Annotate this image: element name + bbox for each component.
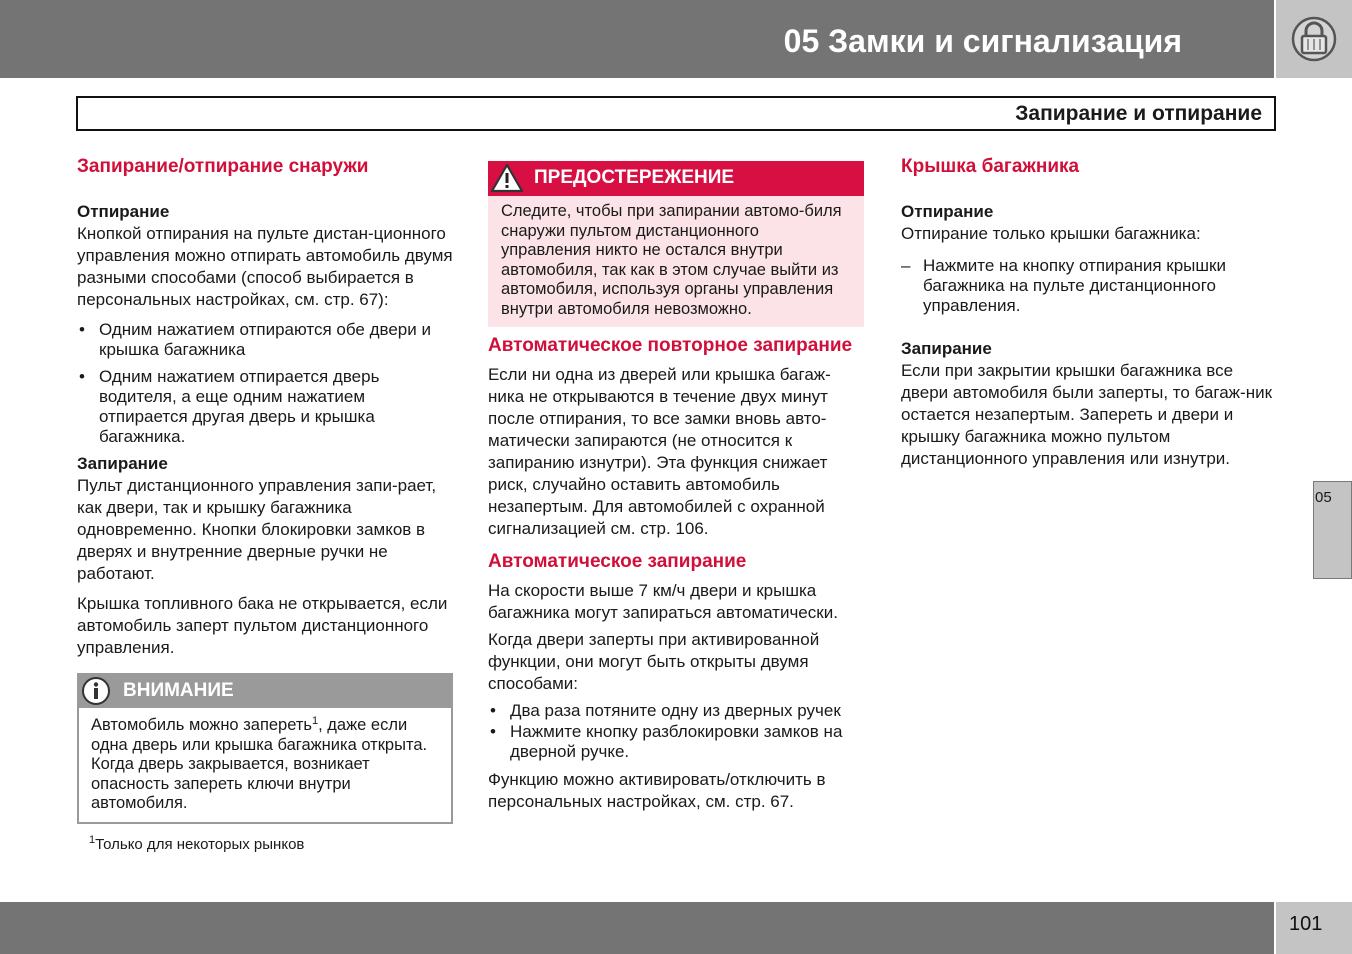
list-item: – Нажмите на кнопку отпирания крышки багажника на пульте дистанционного управления. (901, 256, 1275, 316)
list-item: • Одним нажатием отпираются обе двери и крышка багажника (77, 320, 453, 360)
side-tab-label: 05 (1315, 489, 1332, 506)
paragraph-auto-relock: Если ни одна из дверей или крышка багаж-ника не открываются в течение двух минут после отпирания, то все замки вновь авто-матически запираются (не относится к запиранию изнутри). Эта функция снижает риск, случайно оставить автомобиль незапертым. Для автомобилей с охранной сигнализацией см. стр. 106. (488, 365, 831, 538)
heading-auto-relock: Автоматическое повторное запирание (488, 335, 853, 356)
subheading-tailgate-locking: Запирание (901, 339, 992, 358)
note-text-after: , даже если одна дверь или крышка багажника открыта. Когда дверь закрывается, возникает опасность запереть ключи внутри автомобиля. (91, 716, 428, 812)
warning-title: ПРЕДОСТЕРЕЖЕНИЕ (534, 167, 735, 188)
footnote-reference: 1 (312, 715, 319, 727)
paragraph-auto-lock-open: Когда двери заперты при активированной функции, они могут быть открыты двумя способами: (488, 630, 820, 693)
unlock-methods-list (77, 320, 453, 447)
heading-auto-lock: Автоматическое запирание (488, 551, 747, 572)
footer-bar (0, 902, 1274, 954)
paragraph-tailgate-locking: Если при закрытии крышки багажника все двери автомобиля были заперты, то багаж-ник остается незапертым. Запереть и двери и крышку багажника можно пультом дистанционного управления или изнутри. (901, 361, 1273, 468)
section-title-box (76, 96, 1276, 131)
warning-header (488, 161, 864, 196)
chapter-title: 05 Замки и сигнализация (783, 23, 1182, 59)
auto-lock-open-list (488, 701, 864, 762)
tailgate-unlock-steps (901, 256, 1275, 316)
subheading-tailgate-unlocking: Отпирание (901, 202, 994, 221)
chapter-icon-box (1276, 0, 1352, 78)
note-text-before: Автомобиль можно запереть (91, 716, 313, 734)
page-number: 101 (1289, 913, 1323, 935)
heading-tailgate: Крышка багажника (901, 156, 1080, 177)
warning-triangle-icon (490, 163, 524, 194)
paragraph-unlocking: Кнопкой отпирания на пульте дистан-ционного управления можно отпирать автомобиль двумя разными способами (способ выбирается в персональных настройках, см. стр. 67): (77, 224, 453, 309)
footnote-text: Только для некоторых рынков (95, 835, 305, 853)
lock-icon (1289, 16, 1339, 62)
paragraph-auto-lock-settings: Функцию можно активировать/отключить в персональных настройках, см. стр. 67. (488, 770, 826, 811)
chapter-side-tab (1313, 481, 1352, 579)
paragraph-locking: Пульт дистанционного управления запи-рает, как двери, так и крышку багажника одновременно. Кнопки блокировки замков в дверях и внутренние дверные ручки не работают. (77, 476, 437, 583)
list-item: • Одним нажатием отпирается дверь водителя, а еще одним нажатием отпирается другая дверь и крышка багажника. (77, 367, 453, 447)
warning-text: Следите, чтобы при запирании автомо-биля снаружи пультом дистанционного управления никто не остался внутри автомобиля, так как в этом случае выйти из автомобиля, используя органы управления внутри автомобиля невозможно. (488, 196, 864, 327)
note-title: ВНИМАНИЕ (123, 680, 234, 701)
chapter-header-bar (0, 0, 1274, 78)
section-title: Запирание и отпирание (1015, 102, 1262, 125)
info-icon (81, 676, 111, 706)
note-header (79, 675, 451, 708)
warning-box (488, 161, 864, 327)
paragraph-auto-lock-speed: На скорости выше 7 км/ч двери и крышка багажника могут запираться автоматически. (488, 581, 838, 622)
column-middle (488, 161, 864, 813)
paragraph-fuel-cap: Крышка топливного бака не открывается, если автомобиль заперт пультом дистанционного управления. (77, 594, 448, 657)
subheading-locking: Запирание (77, 454, 168, 473)
note-text (79, 708, 451, 822)
page-number-box (1276, 902, 1352, 954)
column-left (77, 155, 453, 854)
footnote (89, 833, 453, 854)
subheading-unlocking: Отпирание (77, 202, 170, 221)
list-item: • Нажмите кнопку разблокировки замков на дверной ручке. (488, 722, 864, 762)
paragraph-tailgate-unlocking: Отпирание только крышки багажника: (901, 224, 1201, 243)
note-box (77, 673, 453, 824)
list-item: • Два раза потяните одну из дверных ручек (488, 701, 864, 721)
column-right (901, 155, 1275, 470)
footnote-mark: 1 (89, 833, 96, 846)
heading-exterior-locking: Запирание/отпирание снаружи (77, 156, 369, 177)
